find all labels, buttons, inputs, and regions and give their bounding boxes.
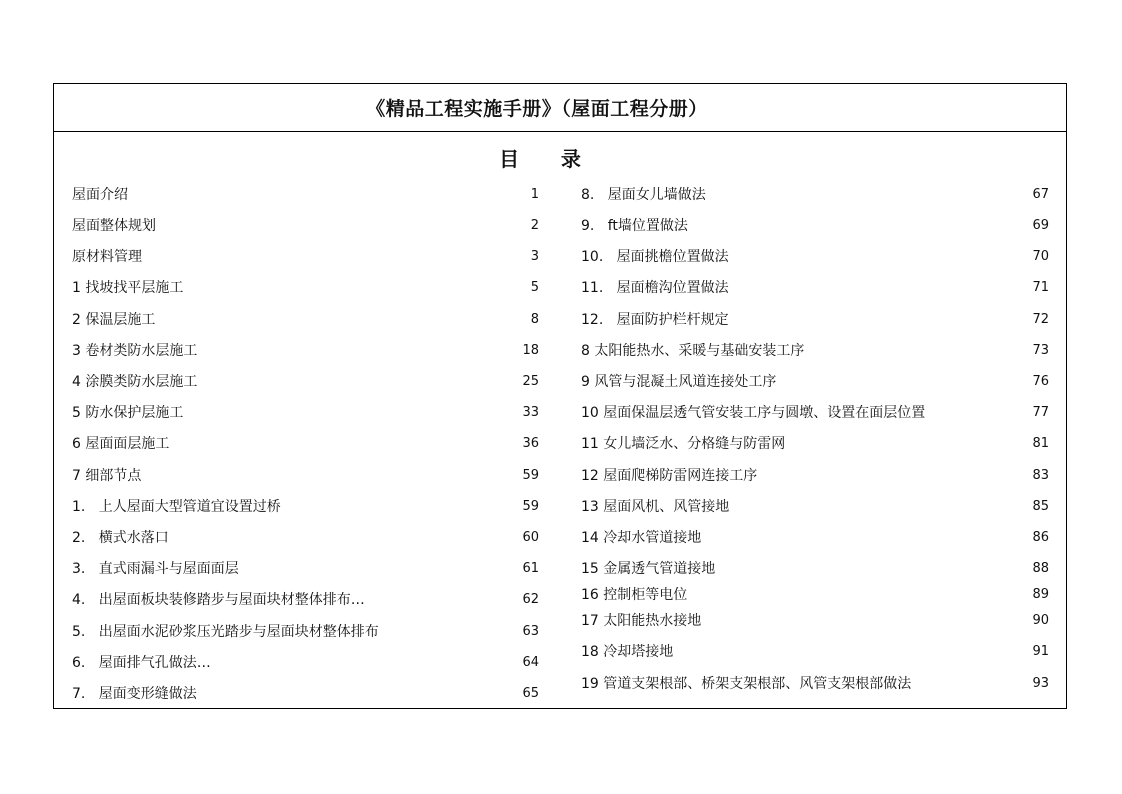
toc-entry-label: 原材料管理: [72, 249, 142, 265]
toc-entry-page-number: 86: [1032, 530, 1049, 545]
toc-entry-label: 10 屋面保温层透气管安装工序与圆墩、设置在面层位置: [581, 405, 926, 421]
toc-entry-label: 17 太阳能热水接地: [581, 613, 702, 629]
toc-entry-label: 5. 出屋面水泥砂浆压光踏步与屋面块材整体排布: [72, 624, 379, 640]
toc-entry-page-number: 81: [1032, 436, 1049, 451]
toc-entry-page-number: 59: [522, 499, 539, 514]
toc-entry-page-number: 25: [522, 374, 539, 389]
toc-entry-page-number: 59: [522, 468, 539, 483]
toc-entry: [54, 372, 544, 392]
toc-entry-page-number: 71: [1032, 280, 1049, 295]
toc-entry-label: 14 冷却水管道接地: [581, 530, 702, 546]
toc-entry-page-number: 18: [522, 343, 539, 358]
toc-entry-label: 屋面介绍: [72, 187, 128, 203]
toc-entry: [54, 341, 544, 361]
toc-entry: [579, 585, 1054, 605]
toc-entry: [579, 559, 1054, 579]
toc-entry-label: 15 金属透气管道接地: [581, 561, 716, 577]
toc-entry: [54, 466, 544, 486]
toc-entry-label: 2 保温层施工: [72, 312, 156, 328]
toc-entry-page-number: 73: [1032, 343, 1049, 358]
toc-entry-page-number: 63: [522, 624, 539, 639]
toc-entry: [579, 528, 1054, 548]
toc-entry-label: 4 涂膜类防水层施工: [72, 374, 198, 390]
toc-entry-label: 3. 直式雨漏斗与屋面面层: [72, 561, 239, 577]
toc-entry-page-number: 36: [522, 436, 539, 451]
toc-entry-label: 7 细部节点: [72, 468, 142, 484]
toc-entry-page-number: 8: [530, 312, 539, 327]
toc-entry-page-number: 2: [530, 218, 539, 233]
toc-entry: [54, 497, 544, 517]
toc-entry-page-number: 77: [1032, 405, 1049, 420]
toc-entry: [54, 528, 544, 548]
toc-entry-page-number: 69: [1032, 218, 1049, 233]
toc-entry-page-number: 93: [1032, 676, 1049, 691]
toc-entry-label: 7. 屋面变形缝做法: [72, 686, 197, 702]
toc-entry-label: 10. 屋面挑檐位置做法: [581, 249, 729, 265]
toc-entry: [579, 310, 1054, 330]
toc-entry: [579, 278, 1054, 298]
toc-entry-label: 8 太阳能热水、采暖与基础安装工序: [581, 343, 805, 359]
toc-entry-label: 2. 横式水落口: [72, 530, 169, 546]
toc-entry: [579, 642, 1054, 662]
toc-entry-page-number: 89: [1032, 587, 1049, 602]
toc-entry-page-number: 76: [1032, 374, 1049, 389]
toc-entry-label: 18 冷却塔接地: [581, 644, 674, 660]
toc-entry: [54, 310, 544, 330]
toc-entry: [579, 466, 1054, 486]
toc-entry: [579, 185, 1054, 205]
toc-entry: [579, 434, 1054, 454]
toc-entry-label: 11. 屋面檐沟位置做法: [581, 280, 729, 296]
toc-entry-label: 12 屋面爬梯防雷网连接工序: [581, 468, 758, 484]
toc-entry-page-number: 88: [1032, 561, 1049, 576]
toc-entry-label: 11 女儿墙泛水、分格缝与防雷网: [581, 436, 786, 452]
toc-entry-label: 12. 屋面防护栏杆规定: [581, 312, 729, 328]
toc-entry-page-number: 3: [530, 249, 539, 264]
toc-entry: [54, 185, 544, 205]
toc-entry-label: 6. 屋面排气孔做法…: [72, 655, 211, 671]
toc-entry-label: 4. 出屋面板块装修踏步与屋面块材整体排布…: [72, 592, 365, 608]
toc-entry: [54, 590, 544, 610]
toc-entry-page-number: 33: [522, 405, 539, 420]
toc-entry-page-number: 70: [1032, 249, 1049, 264]
toc-entry-label: 1 找坡找平层施工: [72, 280, 184, 296]
toc-entry-page-number: 64: [522, 655, 539, 670]
toc-entry-label: 3 卷材类防水层施工: [72, 343, 198, 359]
toc-entry-page-number: 61: [522, 561, 539, 576]
toc-heading: 目 录: [499, 147, 581, 171]
toc-entry-label: 8. 屋面女儿墙做法: [581, 187, 706, 203]
toc-entry: [579, 216, 1054, 236]
toc-entry: [579, 341, 1054, 361]
toc-entry-label: 19 管道支架根部、桥架支架根部、风管支架根部做法: [581, 676, 912, 692]
document-title: 《精品工程实施手册》（屋面工程分册）: [366, 98, 708, 120]
toc-entry-page-number: 83: [1032, 468, 1049, 483]
toc-entry-label: 13 屋面风机、风管接地: [581, 499, 730, 515]
toc-entry: [54, 622, 544, 642]
toc-entry: [54, 684, 544, 704]
toc-entry: [54, 403, 544, 423]
toc-entry-page-number: 91: [1032, 644, 1049, 659]
document-frame: [53, 83, 1067, 709]
toc-entry: [54, 278, 544, 298]
toc-entry: [579, 611, 1054, 631]
toc-entry-label: 6 屋面面层施工: [72, 436, 170, 452]
toc-entry: [54, 653, 544, 673]
toc-entry-page-number: 85: [1032, 499, 1049, 514]
toc-entry-label: 9 风管与混凝土风道连接处工序: [581, 374, 777, 390]
toc-entry-page-number: 67: [1032, 187, 1049, 202]
toc-entry: [579, 372, 1054, 392]
toc-entry: [579, 403, 1054, 423]
toc-entry: [54, 434, 544, 454]
toc-entry-page-number: 1: [530, 187, 539, 202]
toc-entry-label: 屋面整体规划: [72, 218, 156, 234]
toc-entry-label: 9. ft墙位置做法: [581, 218, 688, 234]
toc-entry: [579, 674, 1054, 694]
toc-entry-label: 5 防水保护层施工: [72, 405, 184, 421]
toc-entry-label: 1. 上人屋面大型管道宜设置过桥: [72, 499, 281, 515]
toc-entry: [54, 247, 544, 267]
toc-entry: [579, 247, 1054, 267]
toc-entry: [54, 216, 544, 236]
toc-entry-page-number: 5: [530, 280, 539, 295]
toc-entry-page-number: 65: [522, 686, 539, 701]
toc-entry-page-number: 72: [1032, 312, 1049, 327]
title-bar: [54, 84, 1066, 132]
toc-entry-page-number: 90: [1032, 613, 1049, 628]
toc-entry-label: 16 控制柜等电位: [581, 587, 688, 603]
toc-entry: [54, 559, 544, 579]
toc-entry: [579, 497, 1054, 517]
toc-entry-page-number: 62: [522, 592, 539, 607]
toc-entry-page-number: 60: [522, 530, 539, 545]
